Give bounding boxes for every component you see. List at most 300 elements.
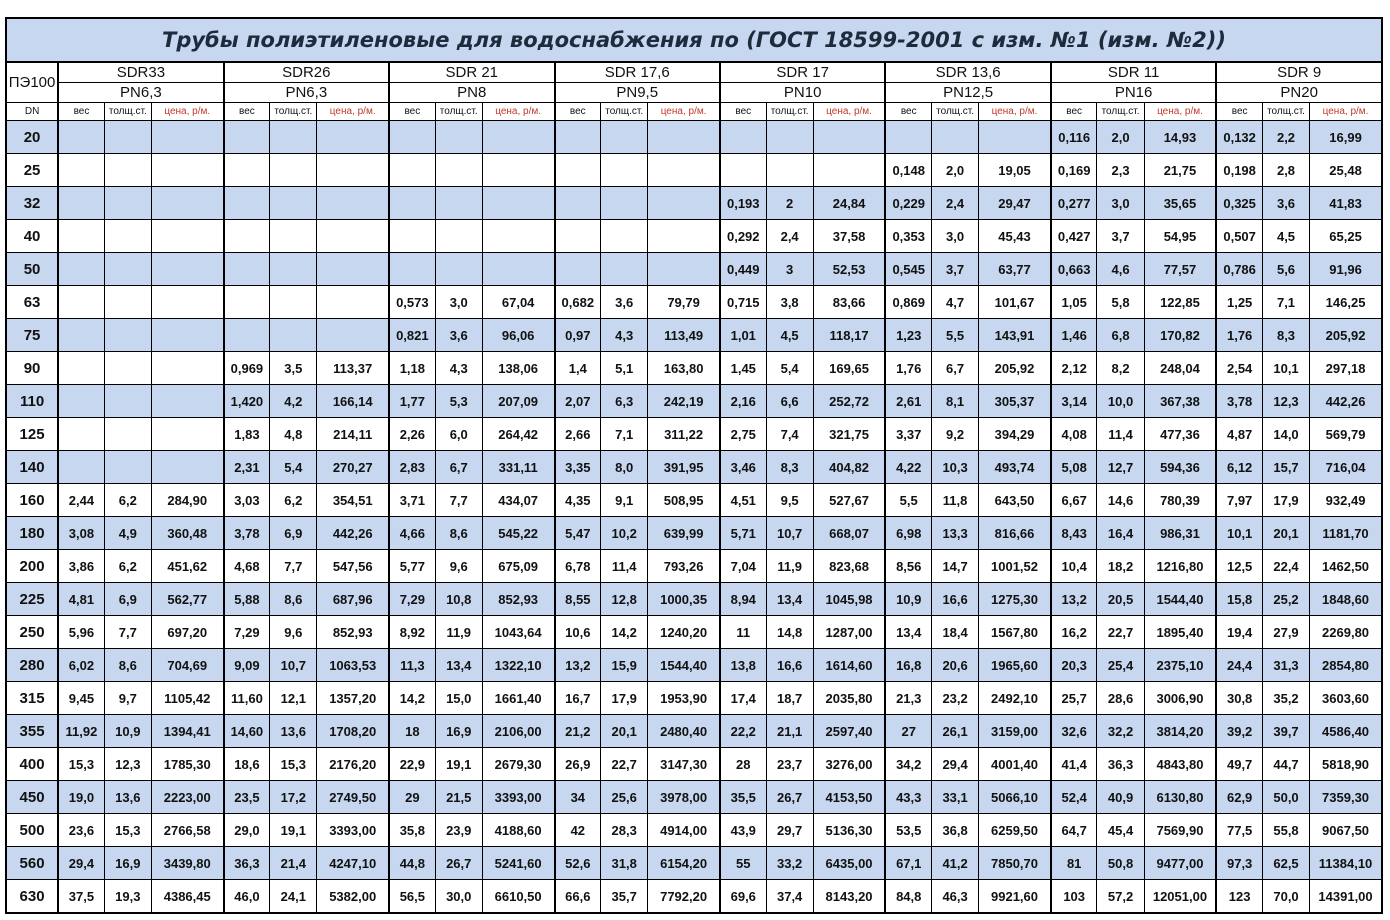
thickness-cell: 3,0	[1097, 187, 1144, 220]
price-cell: 7359,30	[1310, 781, 1382, 814]
thickness-cell: 15,0	[435, 682, 482, 715]
table-row	[6, 550, 1382, 583]
dn-cell: 25	[6, 154, 58, 187]
price-cell: 704,69	[151, 649, 223, 682]
price-cell	[482, 187, 554, 220]
weight-cell: 1,23	[885, 319, 931, 352]
price-cell: 7569,90	[1144, 814, 1216, 847]
thickness-cell	[270, 154, 317, 187]
thickness-cell: 12,3	[104, 748, 151, 781]
thickness-cell: 23,7	[766, 748, 813, 781]
thickness-cell: 20,1	[601, 715, 648, 748]
weight-cell: 43,9	[720, 814, 766, 847]
thickness-cell: 5,5	[932, 319, 979, 352]
price-cell: 138,06	[482, 352, 554, 385]
thickness-cell: 29,4	[932, 748, 979, 781]
price-cell: 1105,42	[151, 682, 223, 715]
price-cell: 6154,20	[648, 847, 720, 880]
weight-cell	[58, 352, 104, 385]
weight-cell: 2,66	[555, 418, 601, 451]
price-cell: 45,43	[979, 220, 1051, 253]
thickness-cell: 26,7	[435, 847, 482, 880]
thickness-cell	[601, 220, 648, 253]
weight-cell: 22,2	[720, 715, 766, 748]
thickness-cell: 14,0	[1262, 418, 1309, 451]
thickness-cell: 6,3	[601, 385, 648, 418]
price-cell: 2854,80	[1310, 649, 1382, 682]
weight-cell: 0,449	[720, 253, 766, 286]
thickness-cell: 10,0	[1097, 385, 1144, 418]
price-cell: 4386,45	[151, 880, 223, 914]
thickness-cell	[104, 352, 151, 385]
weight-header: вес	[389, 103, 435, 121]
pn-header: PN9,5	[555, 83, 720, 103]
price-cell: 716,04	[1310, 451, 1382, 484]
thickness-cell	[270, 121, 317, 154]
price-cell: 3439,80	[151, 847, 223, 880]
weight-cell	[58, 418, 104, 451]
price-cell: 25,48	[1310, 154, 1382, 187]
thickness-cell: 62,5	[1262, 847, 1309, 880]
weight-cell: 27	[885, 715, 931, 748]
price-cell	[151, 451, 223, 484]
weight-cell: 5,96	[58, 616, 104, 649]
thickness-cell	[601, 154, 648, 187]
thickness-cell: 15,7	[1262, 451, 1309, 484]
weight-cell: 3,08	[58, 517, 104, 550]
price-cell: 101,67	[979, 286, 1051, 319]
thickness-cell: 8,0	[601, 451, 648, 484]
weight-cell: 23,5	[224, 781, 270, 814]
thickness-cell: 22,7	[601, 748, 648, 781]
weight-cell: 0,545	[885, 253, 931, 286]
weight-cell: 24,4	[1216, 649, 1262, 682]
price-cell: 9477,00	[1144, 847, 1216, 880]
weight-cell	[58, 286, 104, 319]
thickness-cell: 18,7	[766, 682, 813, 715]
weight-header: вес	[224, 103, 270, 121]
dn-cell: 20	[6, 121, 58, 154]
price-cell: 166,14	[317, 385, 389, 418]
price-cell: 63,77	[979, 253, 1051, 286]
weight-cell: 4,68	[224, 550, 270, 583]
thickness-cell	[766, 121, 813, 154]
price-cell: 367,38	[1144, 385, 1216, 418]
price-cell: 270,27	[317, 451, 389, 484]
weight-cell: 0,663	[1051, 253, 1097, 286]
price-cell: 1000,35	[648, 583, 720, 616]
weight-cell: 4,08	[1051, 418, 1097, 451]
weight-cell: 6,78	[555, 550, 601, 583]
weight-cell: 10,1	[1216, 517, 1262, 550]
dn-cell: 110	[6, 385, 58, 418]
weight-cell: 0,229	[885, 187, 931, 220]
price-cell: 5241,60	[482, 847, 554, 880]
thickness-cell: 50,0	[1262, 781, 1309, 814]
weight-cell: 123	[1216, 880, 1262, 914]
price-cell: 547,56	[317, 550, 389, 583]
thickness-cell: 15,9	[601, 649, 648, 682]
thickness-cell	[270, 187, 317, 220]
table-row	[6, 649, 1382, 682]
table-row	[6, 715, 1382, 748]
weight-cell: 2,61	[885, 385, 931, 418]
weight-cell: 3,78	[1216, 385, 1262, 418]
weight-cell: 11,92	[58, 715, 104, 748]
weight-cell	[58, 451, 104, 484]
price-cell: 852,93	[317, 616, 389, 649]
thickness-cell: 2,0	[932, 154, 979, 187]
price-cell: 65,25	[1310, 220, 1382, 253]
thickness-cell: 2,4	[766, 220, 813, 253]
price-cell: 14391,00	[1310, 880, 1382, 914]
pn-header: PN8	[389, 83, 554, 103]
thickness-cell	[435, 253, 482, 286]
thickness-cell: 24,1	[270, 880, 317, 914]
pn-header: PN10	[720, 83, 885, 103]
thickness-cell: 28,6	[1097, 682, 1144, 715]
price-cell: 1953,90	[648, 682, 720, 715]
price-cell: 7792,20	[648, 880, 720, 914]
price-cell	[151, 220, 223, 253]
price-cell: 1708,20	[317, 715, 389, 748]
weight-cell: 1,4	[555, 352, 601, 385]
thickness-cell: 10,8	[435, 583, 482, 616]
price-cell: 37,58	[813, 220, 885, 253]
weight-cell: 35,5	[720, 781, 766, 814]
price-cell: 1063,53	[317, 649, 389, 682]
weight-cell: 4,35	[555, 484, 601, 517]
sdr-header: SDR 9	[1216, 62, 1382, 83]
thickness-header: толщ.ст.	[766, 103, 813, 121]
price-cell: 248,04	[1144, 352, 1216, 385]
weight-cell	[224, 220, 270, 253]
weight-cell: 4,81	[58, 583, 104, 616]
thickness-cell: 50,8	[1097, 847, 1144, 880]
weight-header: вес	[1216, 103, 1262, 121]
thickness-cell: 9,7	[104, 682, 151, 715]
dn-cell: 500	[6, 814, 58, 847]
price-cell: 2269,80	[1310, 616, 1382, 649]
price-cell: 1322,10	[482, 649, 554, 682]
price-cell: 823,68	[813, 550, 885, 583]
thickness-cell: 4,5	[766, 319, 813, 352]
table-row	[6, 121, 1382, 154]
price-cell	[648, 253, 720, 286]
price-cell: 434,07	[482, 484, 554, 517]
thickness-cell	[766, 154, 813, 187]
price-cell: 5066,10	[979, 781, 1051, 814]
weight-cell: 18,6	[224, 748, 270, 781]
thickness-cell	[104, 121, 151, 154]
dn-cell: 200	[6, 550, 58, 583]
price-cell: 77,57	[1144, 253, 1216, 286]
price-cell: 1895,40	[1144, 616, 1216, 649]
thickness-cell: 17,2	[270, 781, 317, 814]
price-cell: 1785,30	[151, 748, 223, 781]
thickness-cell: 46,3	[932, 880, 979, 914]
price-cell	[151, 418, 223, 451]
weight-cell: 2,83	[389, 451, 435, 484]
weight-cell: 9,45	[58, 682, 104, 715]
weight-cell: 0,97	[555, 319, 601, 352]
price-cell: 3147,30	[648, 748, 720, 781]
thickness-cell: 7,7	[435, 484, 482, 517]
thickness-cell: 22,7	[1097, 616, 1144, 649]
price-cell: 242,19	[648, 385, 720, 418]
weight-cell	[224, 187, 270, 220]
weight-cell: 3,71	[389, 484, 435, 517]
thickness-cell: 6,0	[435, 418, 482, 451]
thickness-cell: 36,8	[932, 814, 979, 847]
price-cell: 143,91	[979, 319, 1051, 352]
price-cell: 12051,00	[1144, 880, 1216, 914]
thickness-cell: 13,6	[104, 781, 151, 814]
weight-cell: 0,148	[885, 154, 931, 187]
weight-cell: 35,8	[389, 814, 435, 847]
thickness-cell: 57,2	[1097, 880, 1144, 914]
thickness-cell: 3,0	[932, 220, 979, 253]
weight-cell: 26,9	[555, 748, 601, 781]
weight-cell: 2,07	[555, 385, 601, 418]
thickness-cell: 11,4	[1097, 418, 1144, 451]
dn-cell: 40	[6, 220, 58, 253]
price-cell: 3276,00	[813, 748, 885, 781]
weight-cell: 52,6	[555, 847, 601, 880]
thickness-cell: 15,3	[104, 814, 151, 847]
weight-cell	[224, 319, 270, 352]
weight-cell: 0,507	[1216, 220, 1262, 253]
table-body	[6, 121, 1382, 914]
thickness-cell: 3,7	[932, 253, 979, 286]
dn-cell: 125	[6, 418, 58, 451]
price-cell	[648, 121, 720, 154]
price-cell: 1394,41	[151, 715, 223, 748]
dn-cell: 250	[6, 616, 58, 649]
price-cell: 16,99	[1310, 121, 1382, 154]
thickness-header: толщ.ст.	[104, 103, 151, 121]
thickness-cell: 10,2	[601, 517, 648, 550]
weight-cell: 0,292	[720, 220, 766, 253]
thickness-cell	[104, 220, 151, 253]
weight-cell: 9,09	[224, 649, 270, 682]
thickness-cell: 12,1	[270, 682, 317, 715]
thickness-cell: 2,8	[1262, 154, 1309, 187]
dn-cell: 450	[6, 781, 58, 814]
thickness-cell: 3,5	[270, 352, 317, 385]
weight-cell: 19,4	[1216, 616, 1262, 649]
price-cell: 6130,80	[1144, 781, 1216, 814]
weight-cell: 7,97	[1216, 484, 1262, 517]
weight-cell: 29,4	[58, 847, 104, 880]
price-cell: 493,74	[979, 451, 1051, 484]
thickness-cell: 2,2	[1262, 121, 1309, 154]
thickness-cell: 8,3	[1262, 319, 1309, 352]
dn-cell: 50	[6, 253, 58, 286]
price-cell: 321,75	[813, 418, 885, 451]
thickness-cell: 12,8	[601, 583, 648, 616]
weight-cell: 13,8	[720, 649, 766, 682]
price-cell: 986,31	[1144, 517, 1216, 550]
thickness-cell: 5,6	[1262, 253, 1309, 286]
thickness-cell: 6,2	[270, 484, 317, 517]
thickness-cell: 5,3	[435, 385, 482, 418]
price-cell: 7850,70	[979, 847, 1051, 880]
price-cell	[317, 253, 389, 286]
price-cell: 4586,40	[1310, 715, 1382, 748]
thickness-cell: 16,4	[1097, 517, 1144, 550]
weight-cell	[224, 286, 270, 319]
weight-cell: 23,6	[58, 814, 104, 847]
weight-cell: 3,35	[555, 451, 601, 484]
weight-cell: 21,2	[555, 715, 601, 748]
thickness-cell: 70,0	[1262, 880, 1309, 914]
weight-cell	[555, 253, 601, 286]
price-cell: 3978,00	[648, 781, 720, 814]
price-cell: 569,79	[1310, 418, 1382, 451]
price-cell: 207,09	[482, 385, 554, 418]
weight-cell: 64,7	[1051, 814, 1097, 847]
weight-cell: 0,169	[1051, 154, 1097, 187]
thickness-header: толщ.ст.	[1097, 103, 1144, 121]
price-cell: 6435,00	[813, 847, 885, 880]
thickness-cell: 9,2	[932, 418, 979, 451]
weight-cell: 44,8	[389, 847, 435, 880]
price-cell: 264,42	[482, 418, 554, 451]
price-header: цена, р/м.	[648, 103, 720, 121]
thickness-cell: 11,8	[932, 484, 979, 517]
weight-cell: 10,9	[885, 583, 931, 616]
thickness-cell: 10,7	[766, 517, 813, 550]
thickness-cell: 21,1	[766, 715, 813, 748]
weight-cell: 19,0	[58, 781, 104, 814]
weight-cell: 4,51	[720, 484, 766, 517]
thickness-cell: 3,6	[435, 319, 482, 352]
weight-header: вес	[720, 103, 766, 121]
weight-cell: 15,8	[1216, 583, 1262, 616]
weight-cell: 7,29	[389, 583, 435, 616]
pipe-price-table	[5, 61, 1383, 914]
weight-cell: 8,56	[885, 550, 931, 583]
weight-cell: 11	[720, 616, 766, 649]
price-cell: 354,51	[317, 484, 389, 517]
price-cell: 527,67	[813, 484, 885, 517]
weight-header: вес	[1051, 103, 1097, 121]
price-cell	[151, 385, 223, 418]
price-cell	[317, 286, 389, 319]
price-cell: 2492,10	[979, 682, 1051, 715]
weight-cell: 2,31	[224, 451, 270, 484]
weight-cell: 1,83	[224, 418, 270, 451]
weight-cell: 0,193	[720, 187, 766, 220]
weight-cell: 16,7	[555, 682, 601, 715]
price-cell: 35,65	[1144, 187, 1216, 220]
weight-cell: 1,76	[1216, 319, 1262, 352]
price-cell: 639,99	[648, 517, 720, 550]
price-cell: 4843,80	[1144, 748, 1216, 781]
price-cell: 852,93	[482, 583, 554, 616]
weight-cell: 67,1	[885, 847, 931, 880]
price-cell	[151, 352, 223, 385]
price-cell: 67,04	[482, 286, 554, 319]
price-cell: 451,62	[151, 550, 223, 583]
price-cell: 54,95	[1144, 220, 1216, 253]
price-cell: 6610,50	[482, 880, 554, 914]
weight-cell: 21,3	[885, 682, 931, 715]
thickness-cell: 9,5	[766, 484, 813, 517]
thickness-cell	[104, 418, 151, 451]
weight-cell: 46,0	[224, 880, 270, 914]
weight-cell: 69,6	[720, 880, 766, 914]
weight-cell: 77,5	[1216, 814, 1262, 847]
table-row	[6, 385, 1382, 418]
price-cell: 2375,10	[1144, 649, 1216, 682]
price-cell	[317, 121, 389, 154]
price-cell	[482, 220, 554, 253]
price-cell: 311,22	[648, 418, 720, 451]
pn-header: PN6,3	[224, 83, 389, 103]
price-cell: 122,85	[1144, 286, 1216, 319]
weight-cell	[389, 220, 435, 253]
price-cell: 14,93	[1144, 121, 1216, 154]
thickness-cell	[601, 121, 648, 154]
price-cell: 3159,00	[979, 715, 1051, 748]
price-cell: 163,80	[648, 352, 720, 385]
thickness-cell: 3,8	[766, 286, 813, 319]
thickness-cell: 4,8	[270, 418, 317, 451]
sdr-header: SDR33	[58, 62, 223, 83]
sdr-header: SDR 11	[1051, 62, 1216, 83]
price-cell: 687,96	[317, 583, 389, 616]
weight-cell: 22,9	[389, 748, 435, 781]
weight-cell: 8,43	[1051, 517, 1097, 550]
thickness-cell	[104, 385, 151, 418]
price-cell: 1216,80	[1144, 550, 1216, 583]
thickness-cell: 6,9	[104, 583, 151, 616]
dn-cell: 630	[6, 880, 58, 914]
thickness-cell: 5,4	[270, 451, 317, 484]
price-cell: 1965,60	[979, 649, 1051, 682]
price-cell	[813, 121, 885, 154]
thickness-cell: 6,9	[270, 517, 317, 550]
thickness-cell: 20,6	[932, 649, 979, 682]
price-cell: 508,95	[648, 484, 720, 517]
thickness-cell: 20,5	[1097, 583, 1144, 616]
price-cell	[648, 220, 720, 253]
price-cell: 2679,30	[482, 748, 554, 781]
weight-cell: 2,16	[720, 385, 766, 418]
weight-cell: 56,5	[389, 880, 435, 914]
thickness-cell: 6,2	[104, 484, 151, 517]
weight-cell: 42	[555, 814, 601, 847]
price-cell: 305,37	[979, 385, 1051, 418]
weight-cell: 25,7	[1051, 682, 1097, 715]
price-cell: 1275,30	[979, 583, 1051, 616]
weight-cell	[58, 121, 104, 154]
price-cell: 24,84	[813, 187, 885, 220]
price-cell: 1848,60	[1310, 583, 1382, 616]
weight-cell: 29	[389, 781, 435, 814]
thickness-cell	[104, 451, 151, 484]
table-header	[6, 62, 1382, 121]
price-cell: 394,29	[979, 418, 1051, 451]
weight-header: вес	[58, 103, 104, 121]
dn-cell: 75	[6, 319, 58, 352]
weight-cell: 4,22	[885, 451, 931, 484]
thickness-header: толщ.ст.	[435, 103, 482, 121]
thickness-cell: 2,3	[1097, 154, 1144, 187]
price-cell: 1043,64	[482, 616, 554, 649]
